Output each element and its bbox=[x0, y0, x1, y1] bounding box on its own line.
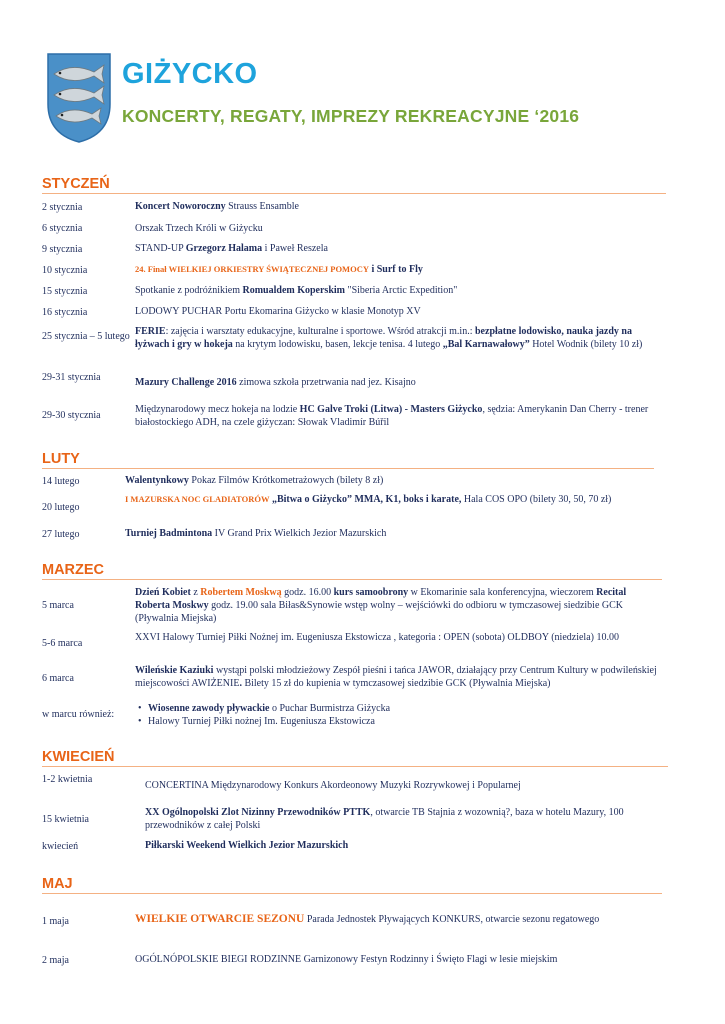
event-date: 15 stycznia bbox=[42, 286, 88, 297]
event-description: Piłkarski Weekend Wielkich Jezior Mazurskich bbox=[145, 840, 349, 851]
event-date: 27 lutego bbox=[42, 529, 80, 540]
event-description: Koncert Noworoczny Strauss Ensamble bbox=[135, 201, 299, 212]
fish-crest-icon bbox=[46, 52, 112, 144]
event-description: Międzynarodowy mecz hokeja na lodzie HC Galve Troki (Litwa) - Masters Giżycko, sędzia: Amerykanin Dan Cherry - trener białostockiego ADH, na czele giżyczan: Słowak Vladimír Búřil bbox=[135, 404, 649, 428]
section-heading-kwiecien: KWIECIEŃ bbox=[42, 749, 668, 767]
event-date: 2 stycznia bbox=[42, 202, 83, 213]
page-title: GIŻYCKO bbox=[122, 58, 258, 90]
event-description: I MAZURSKA NOC GLADIATORÓW „Bitwa o Giżycko” MMA, K1, boks i karate, Hala COS OPO (bilety 30, 50, 70 zł) bbox=[125, 494, 612, 505]
event-description: Orszak Trzech Króli w Giżycku bbox=[135, 223, 263, 234]
event-description: WIELKIE OTWARCIE SEZONU Parada Jednostek Pływających KONKURS, otwarcie sezonu regatowego bbox=[135, 913, 600, 925]
event-description: FERIE: zajęcia i warsztaty edukacyjne, kulturalne i sportowe. Wśród atrakcji m.in.: bezpłatne lodowisko, nauka jazdy na łyżwach i gry w hokeja na krytym lodowisku, basen, lekcje tenisa. 4 lutego „Bal Karnawałowy” Hotel Wodnik (bilety 10 zł) bbox=[135, 326, 643, 350]
event-date: 1 maja bbox=[42, 916, 69, 927]
section-heading-marzec: MARZEC bbox=[42, 562, 662, 580]
event-description: Dzień Kobiet z Robertem Moskwą godz. 16.00 kurs samoobrony w Ekomarinie sala konferencyjna, wieczorem Recital Roberta Moskwy godz. 19.00 sala Biłas&Synowie wstęp wolny – wejściówki do odbioru w tymczasowej siedzibie GCK (Pływalnia Miejska) bbox=[135, 587, 627, 624]
event-description: XXVI Halowy Turniej Piłki Nożnej im. Eugeniusza Ekstowicza , kategoria : OPEN (sobota) OLDBOY (niedziela) 10.00 bbox=[135, 632, 619, 643]
section-heading-styczen: STYCZEŃ bbox=[42, 176, 666, 194]
event-description: Wileńskie Kaziuki wystąpi polski młodzieżowy Zespół pieśni i tańca JAWOR, działający przy Centrum Kultury w podwileńskiej miejscowości AWIŻENIE. Bilety 15 zł do kupienia w tymczasowej siedzibie GCK (Pływalnia Miejska) bbox=[135, 665, 657, 689]
event-description: Mazury Challenge 2016 zimowa szkoła przetrwania nad jez. Kisajno bbox=[135, 377, 416, 388]
event-bullet-list bbox=[136, 702, 668, 728]
event-description: CONCERTINA Międzynarodowy Konkurs Akordeonowy Muzyki Rozrywkowej i Popularnej bbox=[145, 780, 521, 791]
event-description: OGÓLNÓPOLSKIE BIEGI RODZINNE Garnizonowy Festyn Rodzinny i Święto Flagi w lesie miejskim bbox=[135, 954, 558, 965]
event-date: 16 stycznia bbox=[42, 307, 88, 318]
list-item: • Halowy Turniej Piłki nożnej Im. Eugeniusza Ekstowicza bbox=[148, 715, 668, 728]
event-description: STAND-UP Grzegorz Halama i Paweł Reszela bbox=[135, 243, 328, 254]
page-subtitle: KONCERTY, REGATY, IMPREZY REKREACYJNE ‘2016 bbox=[122, 106, 580, 126]
event-description: LODOWY PUCHAR Portu Ekomarina Giżycko w klasie Monotyp XV bbox=[135, 306, 421, 317]
event-date: 20 lutego bbox=[42, 502, 80, 513]
event-date: 14 lutego bbox=[42, 476, 80, 487]
event-date: 10 stycznia bbox=[42, 265, 88, 276]
section-heading-luty: LUTY bbox=[42, 451, 654, 469]
event-description: Spotkanie z podróżnikiem Romualdem Koperskim "Siberia Arctic Expedition" bbox=[135, 285, 458, 296]
event-date: kwiecień bbox=[42, 841, 79, 852]
event-description: Turniej Badmintona IV Grand Prix Wielkich Jezior Mazurskich bbox=[125, 528, 387, 539]
event-date: 25 stycznia – 5 lutego bbox=[42, 331, 130, 342]
event-date: 6 stycznia bbox=[42, 223, 83, 234]
event-date: 29-30 stycznia bbox=[42, 410, 101, 421]
event-description: Walentynkowy Pokaz Filmów Krótkometrażowych (bilety 8 zł) bbox=[125, 475, 384, 486]
event-date: 1-2 kwietnia bbox=[42, 774, 93, 785]
event-date: 5 marca bbox=[42, 600, 74, 611]
event-date: 15 kwietnia bbox=[42, 814, 89, 825]
event-date: 6 marca bbox=[42, 673, 74, 684]
event-description: XX Ogólnopolski Zlot Nizinny Przewodników PTTK, otwarcie TB Stajnia z wozownią?, baza w hotelu Mazury, 100 przewodników z całej Polski bbox=[145, 807, 624, 831]
event-date: 5-6 marca bbox=[42, 638, 83, 649]
event-date: w marcu również: bbox=[42, 709, 115, 720]
event-date: 2 maja bbox=[42, 955, 69, 966]
event-description: 24. Finał WIELKIEJ ORKIESTRY ŚWIĄTECZNEJ POMOCY i Surf to Fly bbox=[135, 264, 423, 275]
event-date: 9 stycznia bbox=[42, 244, 83, 255]
list-item: • Wiosenne zawody pływackie o Puchar Burmistrza Giżycka bbox=[148, 702, 668, 715]
section-heading-maj: MAJ bbox=[42, 876, 662, 894]
event-date: 29-31 stycznia bbox=[42, 372, 101, 383]
